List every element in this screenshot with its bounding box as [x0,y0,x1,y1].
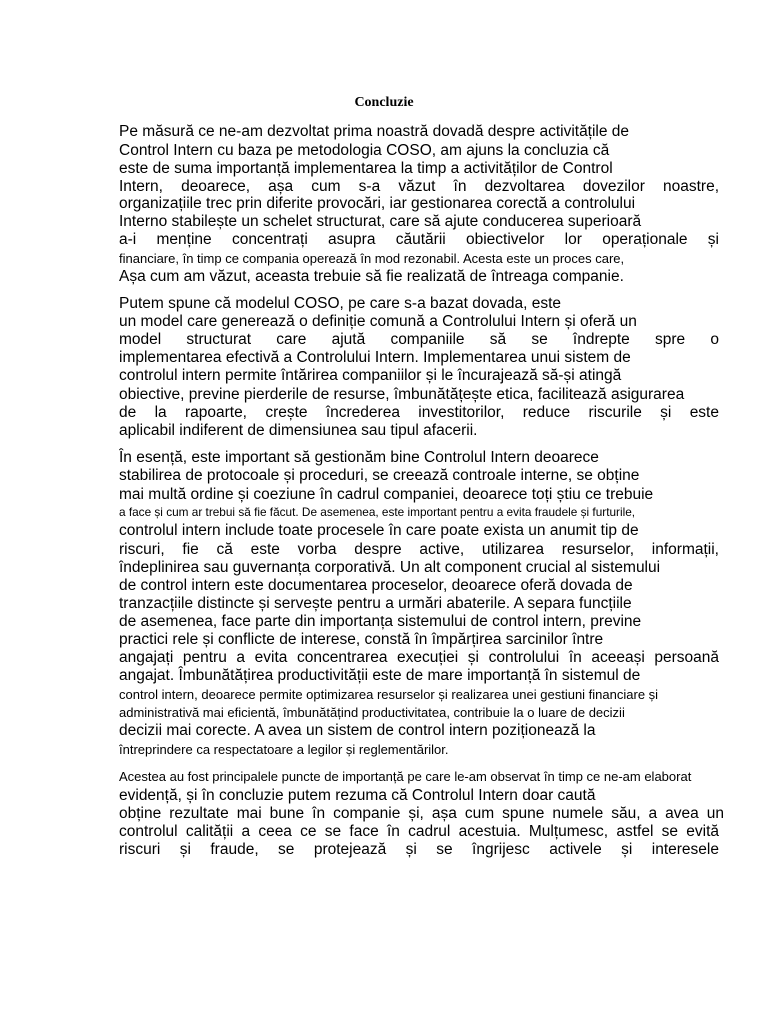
text-line: este de suma importanță implementarea la timp a activităților de Control [119,160,613,177]
text-line: implementarea efectivă a Controlului Intern. Implementarea unui sistem de [119,349,631,366]
text-line: model structurat care ajută companiile să se îndrepte spre o [119,331,719,348]
text-line: angajați pentru a evita concentrarea execuției și controlului în aceeași persoană [119,649,719,666]
text-line: Interno stabilește un schelet structurat, care să ajute conducerea superioară [119,213,642,230]
text-line: decizii mai corecte. A avea un sistem de control intern poziționează la [119,722,596,739]
text-line: Putem spune că modelul COSO, pe care s-a bazat dovada, este [119,295,561,312]
text-line: controlul intern permite întărirea companiilor și le încurajează să-și atingă [119,367,622,384]
text-line: obiective, previne pierderile de resurse, îmbunătățește etica, facilitează asigurarea [119,386,685,403]
text-line: Pe măsură ce ne-am dezvoltat prima noastră dovadă despre activitățile de [119,123,630,140]
text-line: întreprindere ca respectatoare a legilor și reglementărilor. [119,742,449,757]
text-line: obține rezultate mai bune în companie și, așa cum spune numele său, a avea un [119,805,724,822]
text-line: angajat. Îmbunătățirea productivității este de mare importanță în sistemul de [119,667,641,684]
text-line: de la rapoarte, crește încrederea investitorilor, reduce riscurile și este [119,404,719,421]
text-line: tranzacțiile distincte și servește pentru a urmări abaterile. A separa funcțiile [119,595,632,612]
text-line: a face și cum ar trebui să fie făcut. De asemenea, este important pentru a evita fraudele și furturile, [119,505,636,519]
text-line: Așa cum am văzut, aceasta trebuie să fie realizată de întreaga companie. [119,268,624,285]
text-line: riscuri, fie că este vorba despre active, utilizarea resurselor, informații, [119,541,719,558]
page-title: Concluzie [354,95,414,110]
text-line: Acestea au fost principalele puncte de importanță pe care le-am observat în timp ce ne-am elaborat [119,769,692,784]
text-line: de control intern este documentarea proceselor, deoarece oferă dovada de [119,577,633,594]
text-line: îndeplinirea sau guvernanța corporativă. Un alt component crucial al sistemului [119,559,661,576]
text-line: În esență, este important să gestionăm bine Controlul Intern deoarece [119,449,599,466]
text-line: a-i menține concentrați asupra căutării obiectivelor lor operaționale și [119,231,719,248]
text-line: de asemenea, face parte din importanța sistemului de control intern, previne [119,613,642,630]
text-line: un model care generează o definiție comună a Controlului Intern și oferă un [119,313,637,330]
text-line: controlul intern include toate procesele în care poate exista un anumit tip de [119,522,639,539]
text-line: practici rele și conflicte de interese, constă în împărțirea sarcinilor între [119,631,604,648]
text-line: control intern, deoarece permite optimizarea resurselor și realizarea unei gestiuni financiare și [119,687,659,702]
text-line: administrativă mai eficientă, îmbunătățind productivitatea, contribuie la o luare de decizii [119,705,625,720]
text-line: financiare, în timp ce compania operează în mod rezonabil. Acesta este un proces care, [119,251,625,266]
text-line: organizațiile trec prin diferite provocări, iar gestionarea corectă a controlului [119,195,636,212]
text-line: Intern, deoarece, așa cum s-a văzut în dezvoltarea dovezilor noastre, [119,178,719,195]
text-line: mai multă ordine și coeziune în cadrul companiei, deoarece toți știu ce trebuie [119,486,654,503]
text-line: controlul calității a ceea ce se face în cadrul acestuia. Mulțumesc, astfel se evită [119,823,719,840]
text-line: stabilirea de protocoale și proceduri, se creează controale interne, se obține [119,467,640,484]
text-line: riscuri și fraude, se protejează și se îngrijesc activele și interesele [119,841,719,858]
text-line: Control Intern cu baza pe metodologia COSO, am ajuns la concluzia că [119,142,610,159]
text-line: evidență, și în concluzie putem rezuma că Controlul Intern doar caută [119,787,596,804]
text-line: aplicabil indiferent de dimensiunea sau tipul afacerii. [119,422,478,439]
